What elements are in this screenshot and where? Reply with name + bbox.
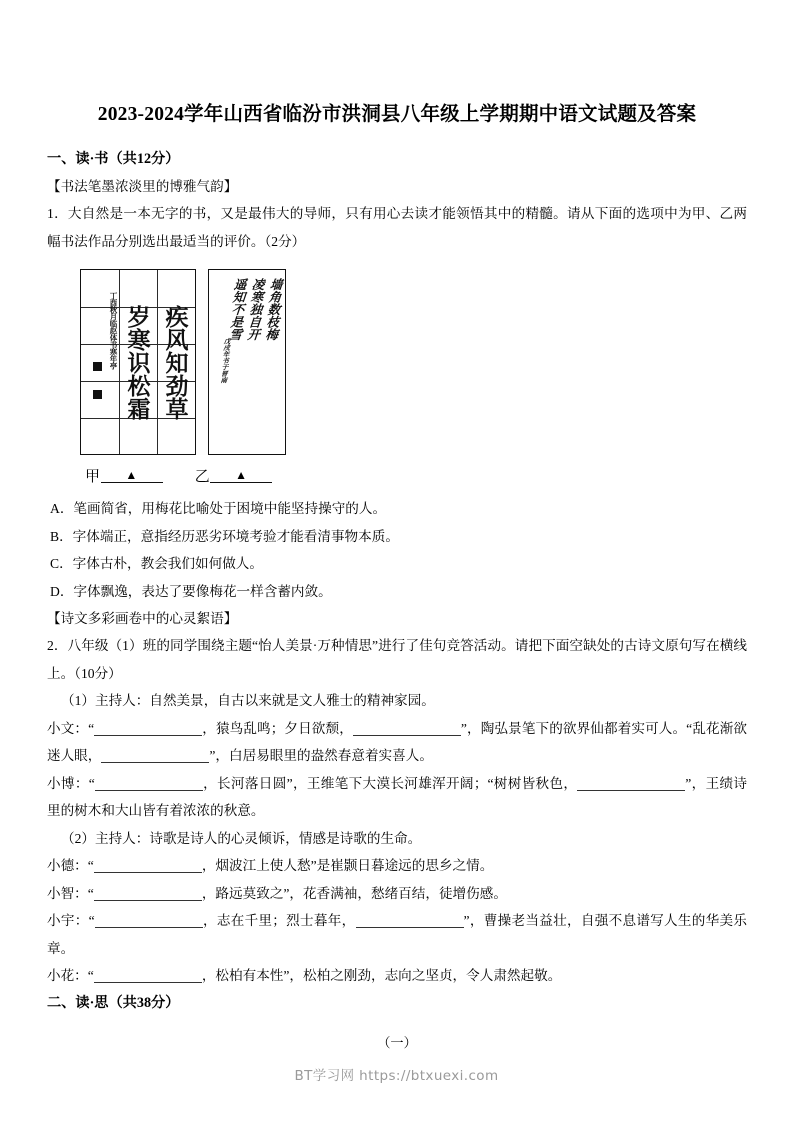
document-content — [47, 96, 747, 1056]
calligraphy-signature-jia: 丁酉秋月临赵体书寒年亭 — [109, 291, 118, 369]
dialogue-text: ”，曹操老当益壮，自强不息谱写人生的华美乐章。 — [47, 913, 748, 956]
footer-watermark: BT学习网 https://btxuexi.com — [294, 1068, 499, 1084]
fill-blank[interactable] — [95, 912, 203, 928]
seal-stamp-icon — [93, 390, 102, 399]
fill-blank[interactable] — [94, 857, 202, 873]
speaker-xiaoyu: 小宇： — [47, 913, 89, 928]
quote-open: “ — [87, 858, 94, 873]
dialogue-text: ，松柏有本性”，松柏之刚劲，志向之坚贞，令人肃然起敬。 — [201, 968, 562, 983]
section-two-sub-label: （一） — [377, 1034, 417, 1050]
label-yi: 乙 — [194, 469, 211, 485]
calligraphy-column-yi-2: 凌寒独自开 — [245, 278, 265, 341]
calligraphy-panel-yi — [208, 269, 286, 455]
label-jia: 甲 — [85, 469, 101, 485]
dialogue-line-xiaode — [47, 852, 747, 880]
fill-blank[interactable] — [94, 720, 202, 736]
part-2-lead: （2）主持人：诗歌是诗人的心灵倾诉，情感是诗歌的生命。 — [61, 830, 422, 846]
quote-open: “ — [88, 913, 95, 928]
dialogue-line-xiaowen — [47, 715, 747, 770]
calligraphy-column-yi-3: 遥知不是雪 — [227, 278, 247, 341]
seal-stamp-icon — [93, 362, 102, 371]
fill-blank[interactable] — [94, 967, 202, 983]
calligraphy-signature-yi: 戊戌年书于晋南 — [219, 338, 230, 384]
dialogue-line-xiaozhi — [47, 880, 747, 908]
section-two-heading: 二、读·思（共38分） — [47, 994, 180, 1011]
fill-blank[interactable] — [577, 775, 685, 791]
dialogue-text: ，长河落日圆”，王维笔下大漠长河雄浑开阔；“树树皆秋色， — [202, 775, 578, 791]
part-1-lead: （1）主持人：自然美景，自古以来就是文人雅士的精神家园。 — [61, 693, 435, 708]
speaker-xiaowen: 小文： — [47, 720, 89, 736]
page-title: 2023-2024学年山西省临汾市洪洞县八年级上学期期中语文试题及答案 — [97, 104, 697, 125]
dialogue-line-xiaobo — [47, 770, 747, 825]
section-one-bracket-heading: 【书法笔墨浓淡里的博雅气韵】 — [47, 179, 238, 194]
section-one-bracket-heading-2: 【诗文多彩画卷中的心灵絮语】 — [47, 611, 238, 626]
quote-open: “ — [88, 720, 95, 736]
dialogue-line-xiaoyu — [47, 907, 747, 962]
question-2-text: 2．八年级（1）班的同学围绕主题“怡人美景·万种情思”进行了佳句竞答活动。请把下面空缺处的古诗文原句写在横线上。（10分） — [47, 638, 747, 681]
quote-open: “ — [87, 968, 94, 983]
dialogue-text: ”，白居易眼里的盎然春意着实喜人。 — [209, 748, 433, 763]
fill-blank[interactable] — [95, 775, 203, 791]
dialogue-line-xiaohua — [47, 962, 747, 990]
blank-yi-mark[interactable]: ▲ — [210, 468, 272, 483]
answer-blank-jia[interactable] — [85, 465, 163, 489]
fill-blank[interactable] — [353, 720, 461, 736]
quote-open: “ — [88, 775, 95, 791]
option-a[interactable]: A．笔画简省，用梅花比喻处于困境中能坚持操守的人。 — [50, 501, 387, 516]
calligraphy-panel-jia — [80, 269, 196, 455]
dialogue-text: ，志在千里；烈士暮年， — [202, 913, 356, 928]
speaker-xiaozhi: 小智： — [47, 885, 88, 901]
blank-jia-mark[interactable]: ▲ — [101, 468, 163, 483]
fill-blank[interactable] — [356, 912, 464, 928]
speaker-xiaohua: 小花： — [47, 968, 88, 983]
dialogue-text: ，路远莫致之”，花香满袖，愁绪百结，徒增伤感。 — [201, 885, 507, 901]
calligraphy-column-yi-1: 墙角数枝梅 — [263, 278, 283, 341]
fill-blank[interactable] — [101, 747, 209, 763]
calligraphy-column-jia-right: 疾风知劲草 — [162, 304, 188, 420]
answer-blank-yi[interactable] — [195, 465, 273, 489]
dialogue-text: ，烟波江上使人愁”是崔颢日暮途远的思乡之情。 — [201, 858, 494, 873]
speaker-xiaobo: 小博： — [47, 775, 89, 791]
question-1-text: 1．大自然是一本无字的书，又是最伟大的导师，只有用心去读才能领悟其中的精髓。请从下面的选项中为甲、乙两幅书法作品分别选出最适当的评价。（2分） — [47, 206, 747, 249]
fill-blank[interactable] — [94, 885, 202, 901]
option-b[interactable]: B．字体端正，意指经历恶劣环境考验才能看清事物本质。 — [50, 528, 399, 544]
dialogue-text: ”，陶弘景笔下的欲界仙都着实可人。“乱花渐欲迷人眼， — [47, 720, 747, 763]
calligraphy-column-jia-middle: 岁寒识松霜 — [124, 304, 150, 420]
dialogue-text: ”，王绩诗里的树木和大山皆有着浓浓的秋意。 — [47, 775, 747, 818]
speaker-xiaode: 小德： — [47, 858, 88, 873]
option-c[interactable]: C．字体古朴，教会我们如何做人。 — [50, 556, 263, 571]
dialogue-text: ，猿鸟乱鸣；夕日欲颓， — [202, 720, 353, 736]
section-one-heading: 一、读·书（共12分） — [47, 151, 180, 167]
option-d[interactable]: D．字体飘逸，表达了要像梅花一样含蓄内敛。 — [50, 583, 332, 599]
answer-blanks-row — [47, 465, 747, 489]
quote-open: “ — [87, 885, 94, 901]
calligraphy-figure — [80, 269, 290, 455]
